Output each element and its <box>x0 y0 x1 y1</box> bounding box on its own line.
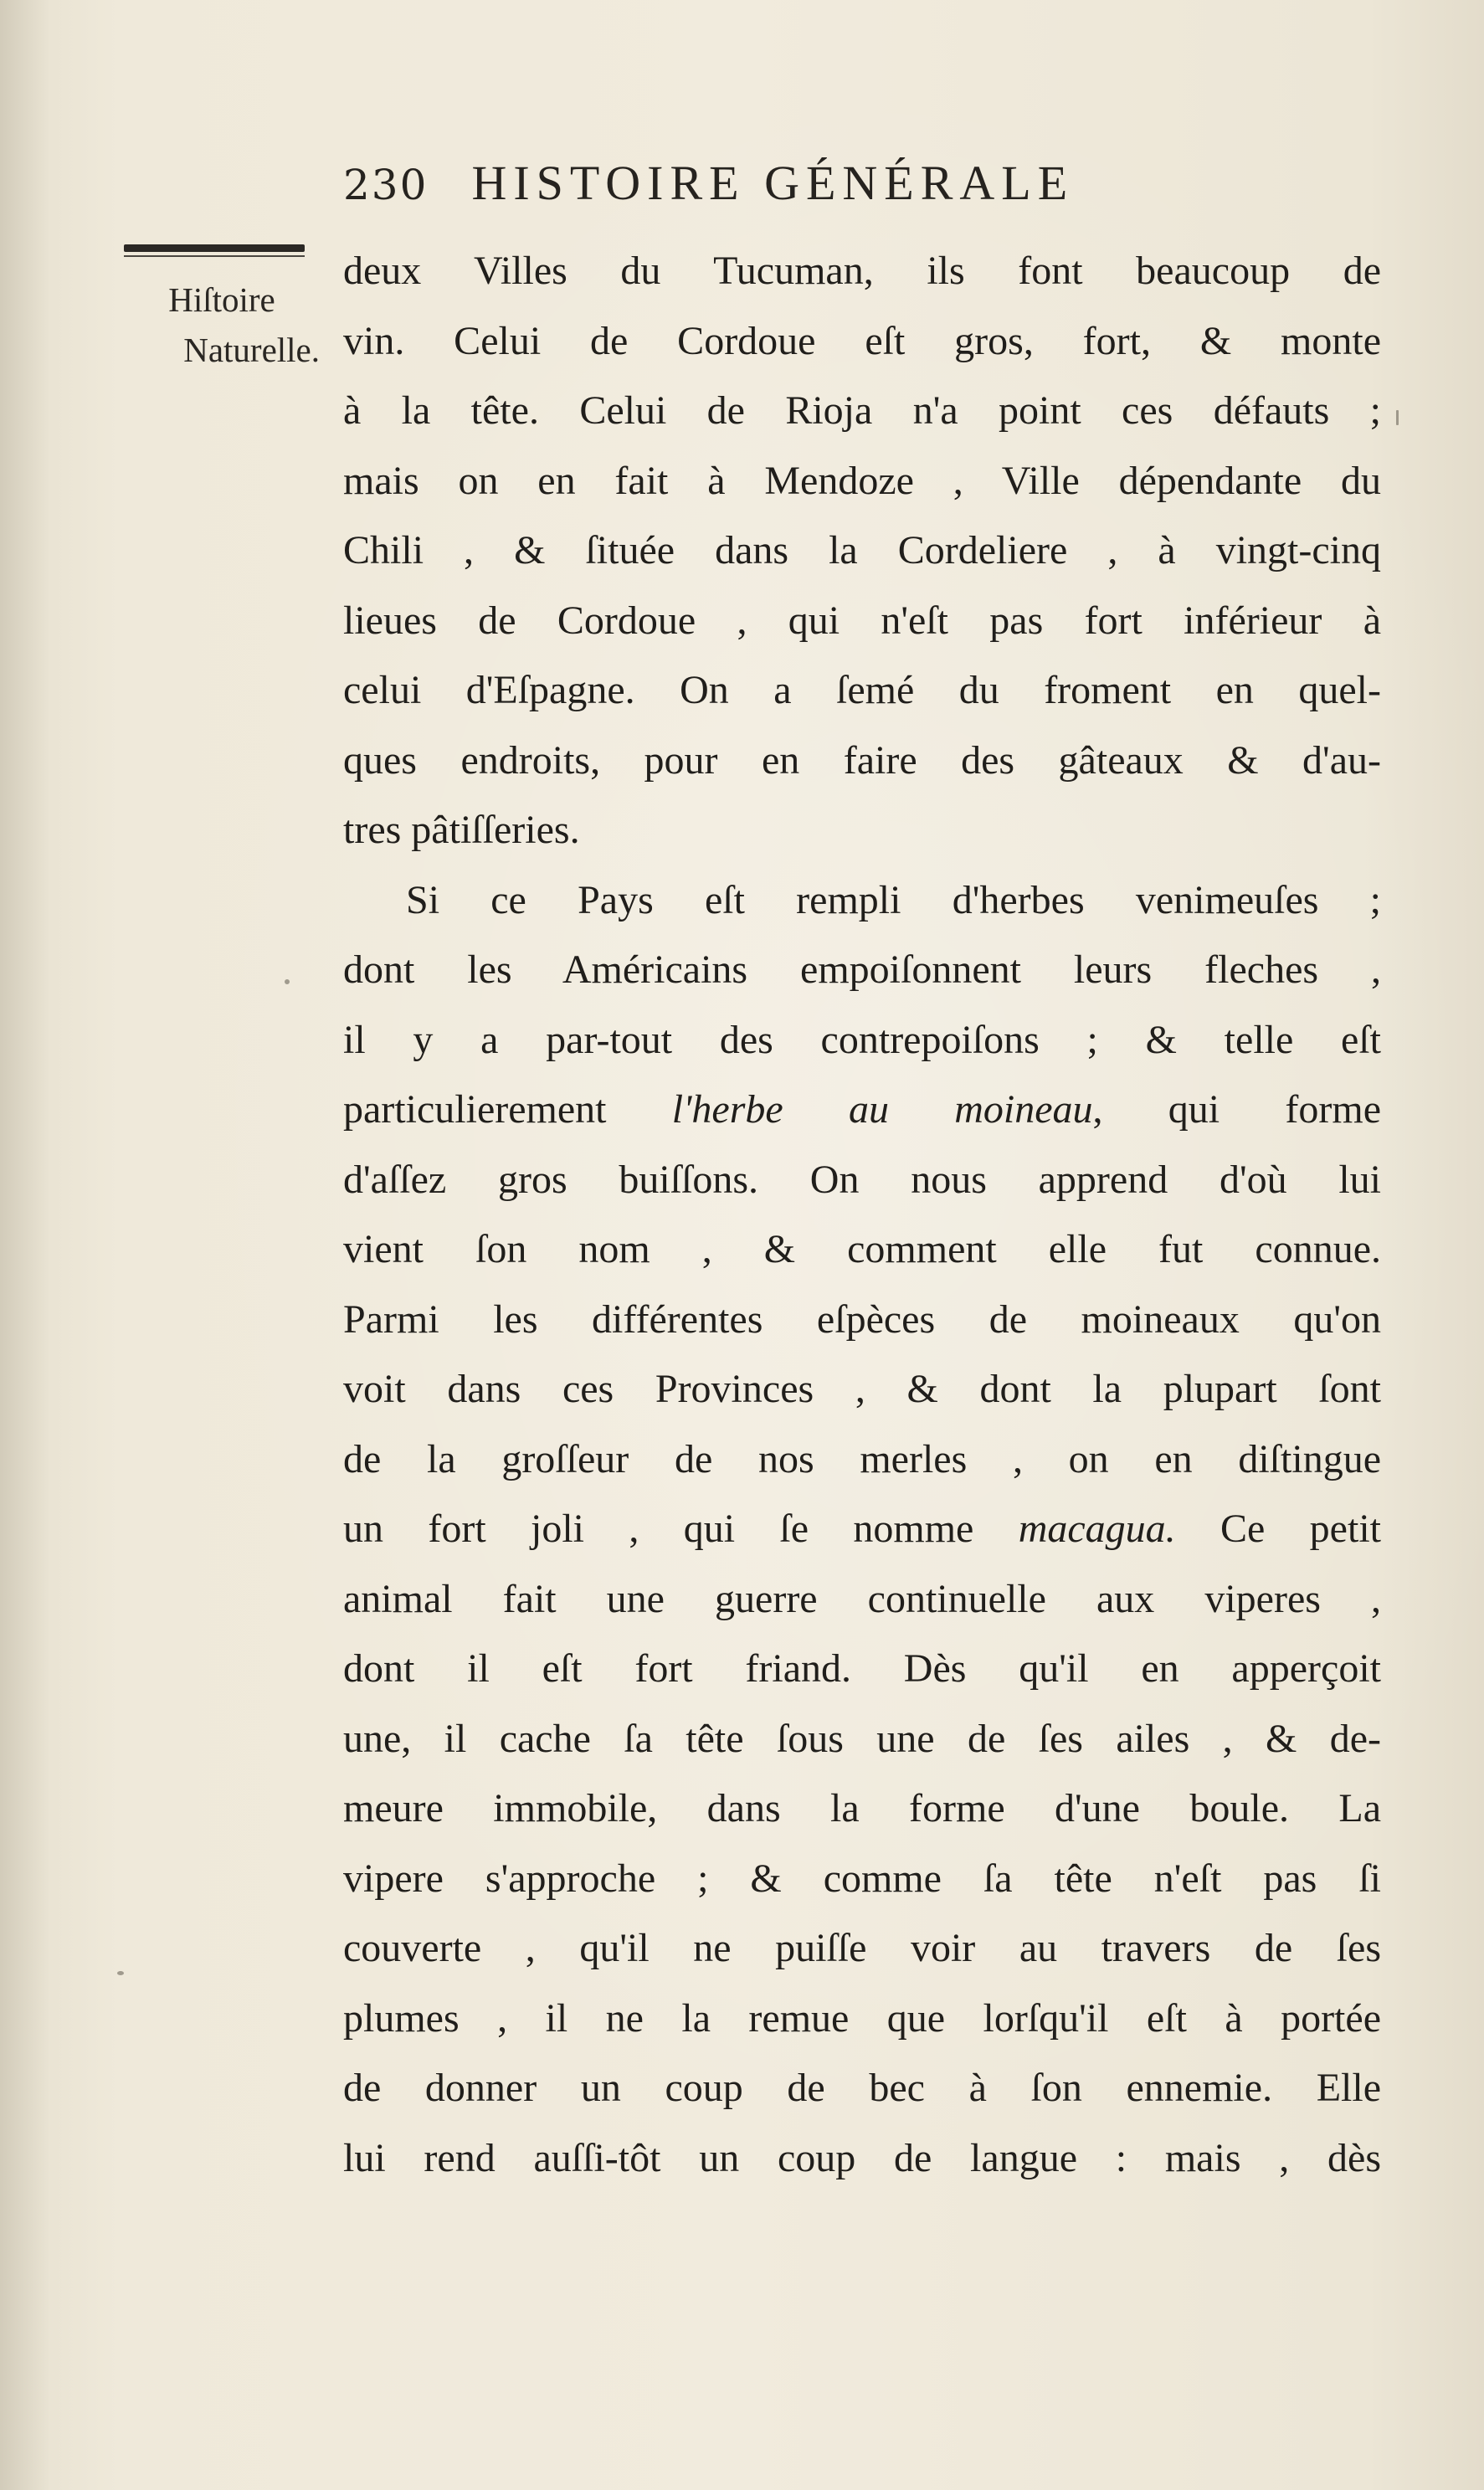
margin-note-line-2: Naturelle. <box>183 331 320 369</box>
text-line: dont les Américains empoiſonnent leurs fleches , <box>343 947 1381 992</box>
text-line: tres pâtiſſeries. <box>343 808 580 852</box>
text-line: vient ſon nom , & comment elle fut connue. <box>343 1227 1381 1271</box>
text-line: lieues de Cordoue , qui n'eſt pas fort inférieur à <box>343 598 1381 643</box>
running-title: HISTOIRE GÉNÉRALE <box>471 156 1075 210</box>
text-line: meure immobile, dans la forme d'une boule. La <box>343 1786 1381 1830</box>
text-line: animal fait une guerre continuelle aux viperes , <box>343 1576 1381 1621</box>
text-line: dont il eſt fort friand. Dès qu'il en apperçoit <box>343 1646 1381 1691</box>
italic-term-macagua: macagua. <box>1018 1507 1176 1551</box>
text-line: ques endroits, pour en faire des gâteaux & d'au- <box>343 737 1381 783</box>
paper-speck <box>117 1971 124 1975</box>
text-line: lui rend auſſi-tôt un coup de langue : mais , dès <box>343 2135 1381 2180</box>
text-line <box>343 1075 1381 1145</box>
text-line: de donner un coup de bec à ſon ennemie. Elle <box>343 2066 1381 2110</box>
text-line: voit dans ces Provinces , & dont la plupart ſont <box>343 1367 1381 1411</box>
text-line: il y a par-tout des contrepoiſons ; & telle eſt <box>343 1017 1381 1062</box>
text-segment: particulierement <box>343 1087 672 1132</box>
paragraph-2 <box>343 865 1381 2194</box>
text-line: de la groſſeur de nos merles , on en diſtingue <box>343 1436 1381 1481</box>
text-line: Chili , & ſituée dans la Cordeliere , à vingt-cinq <box>343 528 1381 572</box>
italic-term-herbe-au-moineau: l'herbe au moineau <box>671 1087 1093 1132</box>
paper-speck <box>1396 410 1399 425</box>
text-line: deux Villes du Tucuman, ils font beaucoup de <box>343 249 1381 293</box>
text-line: Parmi les différentes eſpèces de moineaux qu'on <box>343 1296 1381 1342</box>
text-line: plumes , il ne la remue que lorſqu'il eſt à portée <box>343 1995 1381 2041</box>
text-segment: Ce petit <box>1175 1507 1381 1551</box>
text-line <box>343 1494 1381 1564</box>
text-line: Si ce Pays eſt rempli d'herbes venimeuſes ; <box>406 877 1381 922</box>
text-segment: un fort joli , qui ſe nomme <box>343 1507 1019 1551</box>
paragraph-1 <box>343 236 1381 865</box>
text-line: d'aſſez gros buiſſons. On nous apprend d'où lui <box>343 1157 1381 1202</box>
margin-note <box>117 275 326 375</box>
margin-rule-thin <box>124 255 305 257</box>
text-line: une, il cache ſa tête ſous une de ſes ailes , & de- <box>343 1716 1381 1761</box>
text-line: à la tête. Celui de Rioja n'a point ces défauts ; <box>343 388 1381 433</box>
page-header <box>343 155 1264 213</box>
text-line: vipere s'approche ; & comme ſa tête n'eſt pas ſi <box>343 1856 1381 1901</box>
margin-note-line-1: Hiſtoire <box>168 280 275 319</box>
margin-rule <box>124 244 305 252</box>
paper-speck <box>285 979 290 984</box>
text-segment: , qui forme <box>1092 1087 1381 1132</box>
text-line: vin. Celui de Cordoue eſt gros, fort, & monte <box>343 318 1381 363</box>
text-line: couverte , qu'il ne puiſſe voir au travers de ſes <box>343 1926 1381 1970</box>
text-line: celui d'Eſpagne. On a ſemé du froment en quel- <box>343 668 1381 712</box>
text-line: mais on en fait à Mendoze , Ville dépendante du <box>343 458 1381 503</box>
gutter-shadow <box>0 0 50 2490</box>
page-number: 230 <box>343 161 429 209</box>
body-text <box>343 236 1381 2193</box>
